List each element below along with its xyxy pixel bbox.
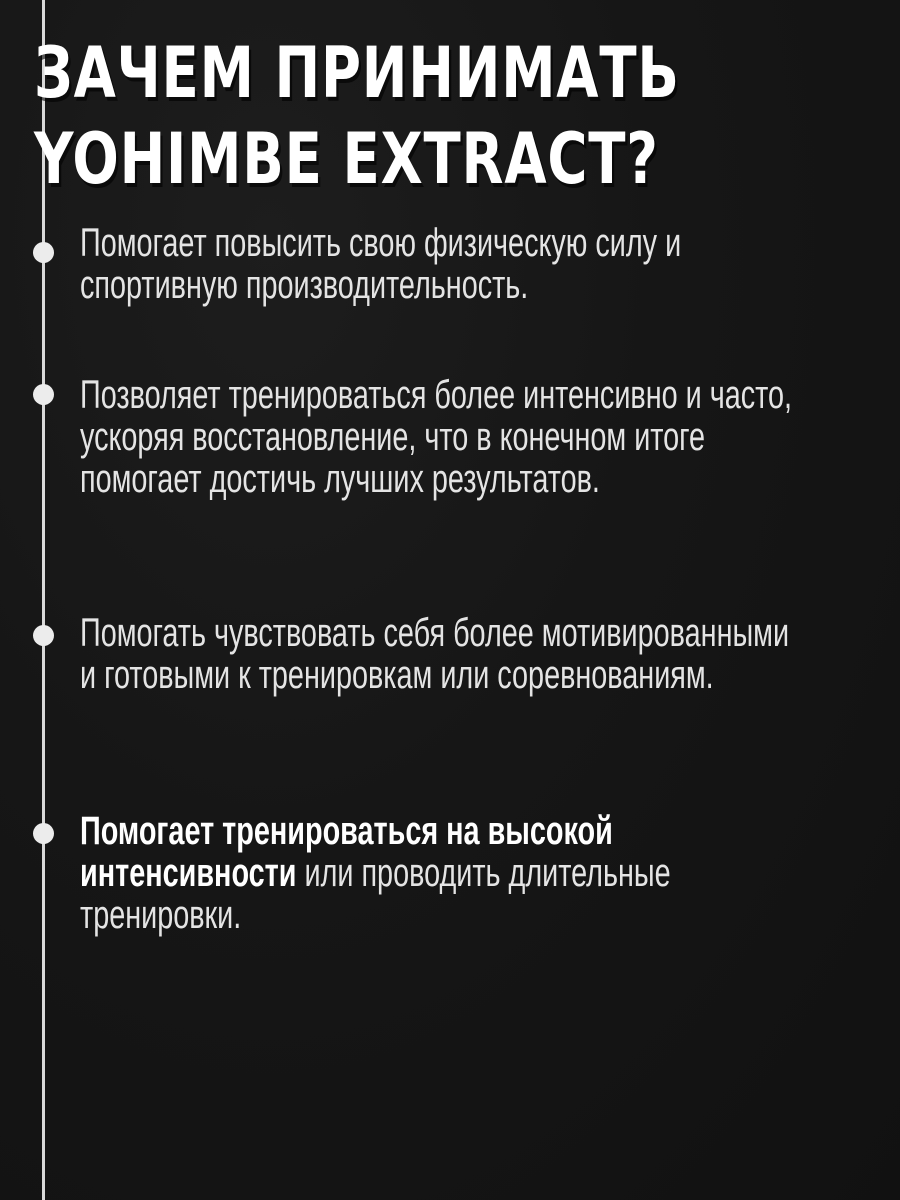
list-item-text xyxy=(80,810,800,936)
bullet-dot-icon xyxy=(33,625,54,646)
bullet-2-text: Позволяет тренироваться более интенсивно и часто, ускоряя восстановление, что в конечном итоге помогает достичь лучших результатов. xyxy=(80,373,793,501)
title-line-1: ЗАЧЕМ ПРИНИМАТЬ xyxy=(34,32,680,114)
list-item-text xyxy=(80,222,800,306)
list-item-text xyxy=(80,612,800,696)
bullet-4-bold-text: Помогает тренироваться на высокой интенсивности xyxy=(80,809,613,895)
list-item-text xyxy=(80,374,800,500)
bullet-dot-icon xyxy=(33,242,54,263)
title-line-2: YOHIMBE EXTRACT? xyxy=(34,118,659,200)
bullet-dot-icon xyxy=(33,823,54,844)
bullet-1-text: Помогает повысить свою физическую силу и спортивную производительность. xyxy=(80,221,682,307)
bullet-dot-icon xyxy=(33,384,54,405)
bullet-4-text: или проводить длительные тренировки. xyxy=(80,851,671,937)
bullet-3-text: Помогать чувствовать себя более мотивированными и готовыми к тренировкам или соревнованиям. xyxy=(80,611,790,697)
